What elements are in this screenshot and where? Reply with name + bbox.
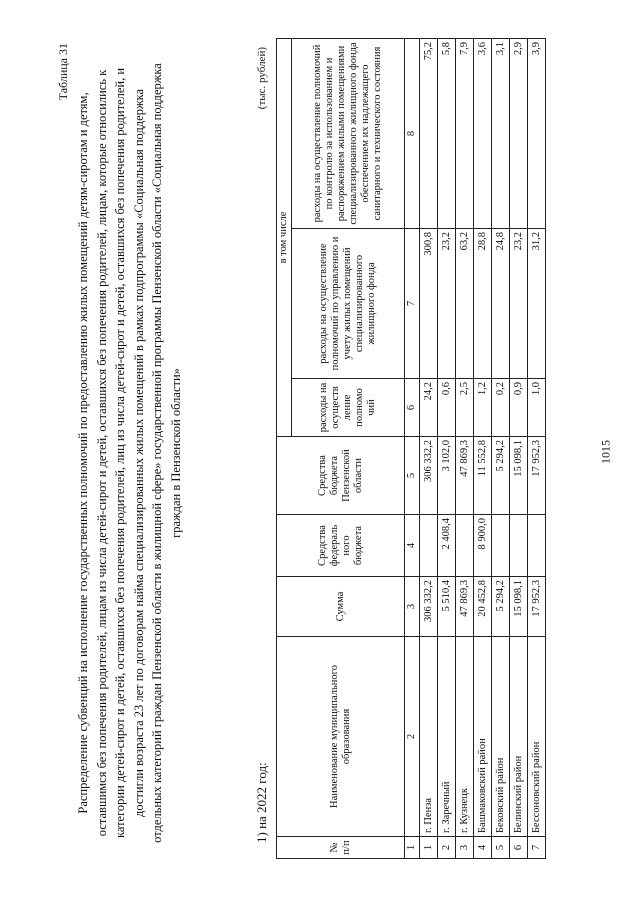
header-col7: расходы на осуществление полномочий по управлению и учету жилых помещений специализированного жилищного фонда	[292, 228, 405, 378]
row-col6: 1,2	[474, 378, 492, 436]
row-col7: 23,2	[438, 228, 456, 378]
header-num: № п/п	[277, 836, 405, 858]
row-col8: 5,8	[438, 38, 456, 228]
index-cell: 2	[405, 636, 420, 836]
subvention-table	[276, 38, 546, 859]
row-col8: 75,2	[420, 38, 438, 228]
header-name: Наименование муниципального образования	[277, 636, 405, 836]
row-municipality: г. Пенза	[420, 636, 438, 836]
row-regional: 3 102,0	[438, 436, 456, 514]
table-row	[456, 38, 474, 858]
row-municipality: г. Заречный	[438, 636, 456, 836]
row-federal: 8 900,0	[474, 514, 492, 576]
table-label: Таблица 31	[56, 42, 70, 100]
table-row	[528, 38, 546, 858]
row-number: 3	[456, 836, 474, 858]
index-cell: 7	[405, 228, 420, 378]
row-col7: 31,2	[528, 228, 546, 378]
index-cell: 3	[405, 576, 420, 636]
row-regional: 5 294,2	[492, 436, 510, 514]
index-cell: 8	[405, 38, 420, 228]
row-sum: 47 869,3	[456, 576, 474, 636]
row-federal	[492, 514, 510, 576]
row-col6: 0,9	[510, 378, 528, 436]
row-col7: 23,2	[510, 228, 528, 378]
row-sum: 5 294,2	[492, 576, 510, 636]
row-number: 5	[492, 836, 510, 858]
row-sum: 20 452,8	[474, 576, 492, 636]
row-col8: 3,9	[528, 38, 546, 228]
row-col8: 3,1	[492, 38, 510, 228]
row-number: 4	[474, 836, 492, 858]
landscape-page	[20, 33, 620, 873]
row-federal	[420, 514, 438, 576]
header-federal: Средства федераль ного бюджета	[277, 514, 405, 576]
row-regional: 15 098,1	[510, 436, 528, 514]
row-municipality: Башмаковский район	[474, 636, 492, 836]
index-cell: 6	[405, 378, 420, 436]
row-sum: 5 510,4	[438, 576, 456, 636]
header-col8: расходы на осуществление полномочий по контролю за использованием и распоряжением жилыми помещениями специализированного жилищного фонда обеспечением их надлежащего санитарного и технического состояния	[292, 38, 405, 228]
document-title: Распределение субвенций на исполнение государственных полномочий по предоставлению жилых помещений детям-сиротам и детям, оставшимся без попечения родителей, лицам из числа детей-сирот и детей, оставшихся без попечения родителей, лицам, которые относились к категории детей-сирот и детей, оставшихся без попечения родителей, лиц из числа детей-сирот и детей, оставшихся без попечения родителей, и достигли возраста 23 лет по договорам найма специализированных жилых помещений в рамках подпрограммы «Социальная поддержка отдельных категорий граждан Пензенской области в жилищной сфере» государственной программы Пензенской области «Социальная поддержка граждан в Пензенской области»	[76, 62, 183, 843]
row-col6: 1,0	[528, 378, 546, 436]
row-col6: 0,2	[492, 378, 510, 436]
row-col7: 300,8	[420, 228, 438, 378]
row-sum: 15 098,1	[510, 576, 528, 636]
header-col6: расходы на осуществ ление полномо чий	[292, 378, 405, 436]
row-number: 7	[528, 836, 546, 858]
row-col6: 0,6	[438, 378, 456, 436]
row-municipality: г. Кузнецк	[456, 636, 474, 836]
row-federal	[510, 514, 528, 576]
row-col8: 3,6	[474, 38, 492, 228]
row-federal: 2 408,4	[438, 514, 456, 576]
index-cell: 1	[405, 836, 420, 858]
row-sum: 17 952,3	[528, 576, 546, 636]
row-federal	[528, 514, 546, 576]
header-regional: Средства бюджета Пензенской области	[277, 436, 405, 514]
page-number: 1015	[598, 440, 613, 464]
row-number: 2	[438, 836, 456, 858]
table-row	[420, 38, 438, 858]
row-number: 1	[420, 836, 438, 858]
row-regional: 306 332,2	[420, 436, 438, 514]
row-municipality: Бессоновский район	[528, 636, 546, 836]
index-cell: 5	[405, 436, 420, 514]
row-sum: 306 332,2	[420, 576, 438, 636]
table-row	[492, 38, 510, 858]
row-federal	[456, 514, 474, 576]
row-regional: 11 552,8	[474, 436, 492, 514]
year-subheading: 1) на 2022 год:	[254, 761, 269, 843]
row-col8: 2,9	[510, 38, 528, 228]
row-col6: 24,2	[420, 378, 438, 436]
row-municipality: Белинский район	[510, 636, 528, 836]
row-municipality: Бековский район	[492, 636, 510, 836]
units-label: (тыс. рублей)	[256, 46, 268, 109]
index-row	[405, 38, 420, 858]
header-sum: Сумма	[277, 576, 405, 636]
row-regional: 47 869,3	[456, 436, 474, 514]
row-col7: 24,8	[492, 228, 510, 378]
row-col7: 63,2	[456, 228, 474, 378]
row-number: 6	[510, 836, 528, 858]
header-in-total: в том числе	[277, 38, 292, 436]
table-row	[510, 38, 528, 858]
row-col7: 28,8	[474, 228, 492, 378]
table-row	[438, 38, 456, 858]
row-col6: 2,5	[456, 378, 474, 436]
index-cell: 4	[405, 514, 420, 576]
row-col8: 7,9	[456, 38, 474, 228]
row-regional: 17 952,3	[528, 436, 546, 514]
table-row	[474, 38, 492, 858]
